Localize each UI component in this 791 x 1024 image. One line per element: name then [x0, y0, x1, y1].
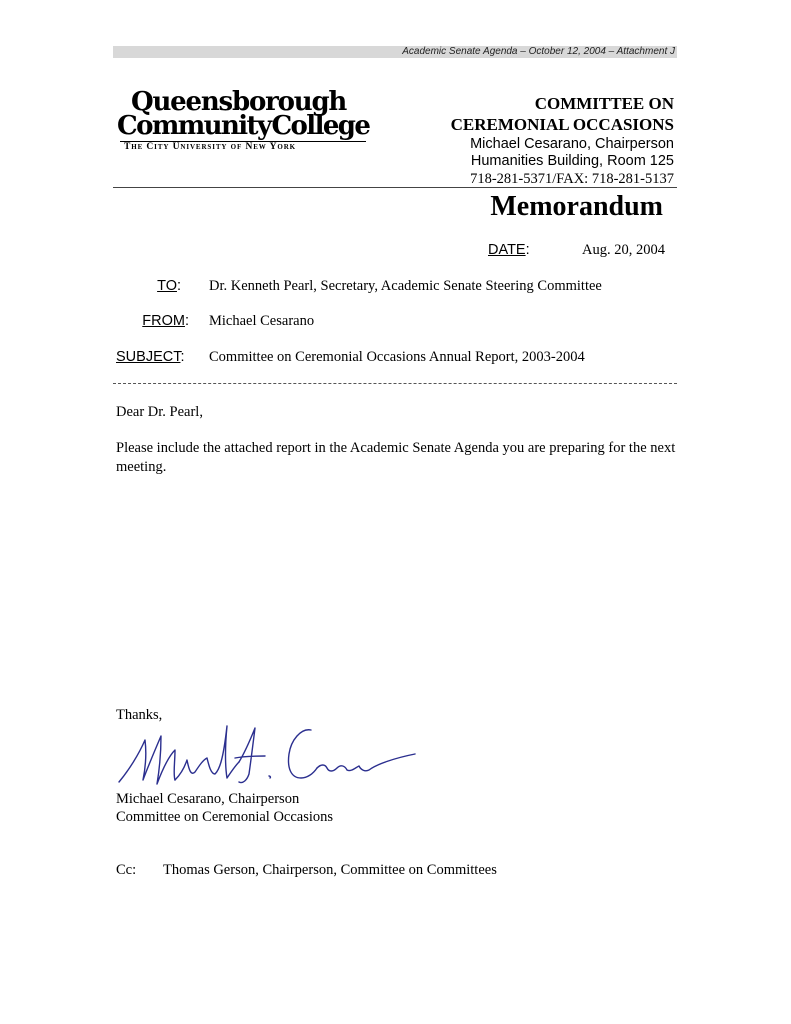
memo-divider [113, 383, 677, 384]
signer-name: Michael Cesarano, Chairperson [116, 791, 300, 807]
signature-stroke-ichael [175, 726, 239, 780]
signature-stroke-esarano [317, 754, 415, 771]
subject-label: SUBJECT: [116, 349, 185, 365]
logo-wordmark-community: Community [117, 111, 271, 141]
closing: Thanks, [116, 707, 163, 723]
from-value: Michael Cesarano [209, 313, 315, 329]
signature-stroke-c [289, 730, 318, 778]
date-value: Aug. 20, 2004 [582, 242, 665, 258]
cc-value: Thomas Gerson, Chairperson, Committee on Committees [163, 862, 497, 878]
signer-committee: Committee on Ceremonial Occasions [116, 809, 334, 825]
subject-value: Committee on Ceremonial Occasions Annual Report, 2003-2004 [209, 349, 585, 365]
committee-title-line1: COMMITTEE ON [534, 94, 674, 113]
date-label: DATE: [488, 242, 530, 258]
signature-stroke-m [119, 736, 175, 784]
committee-chair: Michael Cesarano, Chairperson [470, 136, 674, 152]
agenda-banner-text: Academic Senate Agenda – October 12, 2004 – Attachment J [402, 46, 675, 57]
header-divider [113, 187, 677, 188]
committee-phone: 718-281-5371/FAX: 718-281-5137 [470, 171, 674, 187]
agenda-banner [113, 46, 677, 58]
logo-wordmark-college: College [271, 111, 370, 141]
to-value: Dr. Kenneth Pearl, Secretary, Academic Senate Steering Committee [209, 278, 602, 294]
from-label: FROM: [142, 313, 189, 329]
cc-label: Cc: [116, 862, 137, 878]
logo-wordmark-line2 [117, 112, 369, 140]
committee-title-line2: CEREMONIAL OCCASIONS [450, 115, 674, 134]
signature-stroke-f [235, 728, 265, 783]
letter-body: Please include the attached report in the Academic Senate Agenda you are preparing for the next meeting. [116, 440, 676, 475]
to-label: TO: [157, 278, 181, 294]
logo-subtitle: The City University of New York [124, 142, 296, 152]
signature-stroke-dot [269, 776, 270, 778]
salutation: Dear Dr. Pearl, [116, 404, 203, 420]
handwritten-signature [115, 722, 420, 794]
memo-title: Memorandum [490, 191, 663, 222]
committee-location: Humanities Building, Room 125 [470, 153, 674, 169]
logo-wordmark-line1: Queensborough [131, 87, 347, 117]
